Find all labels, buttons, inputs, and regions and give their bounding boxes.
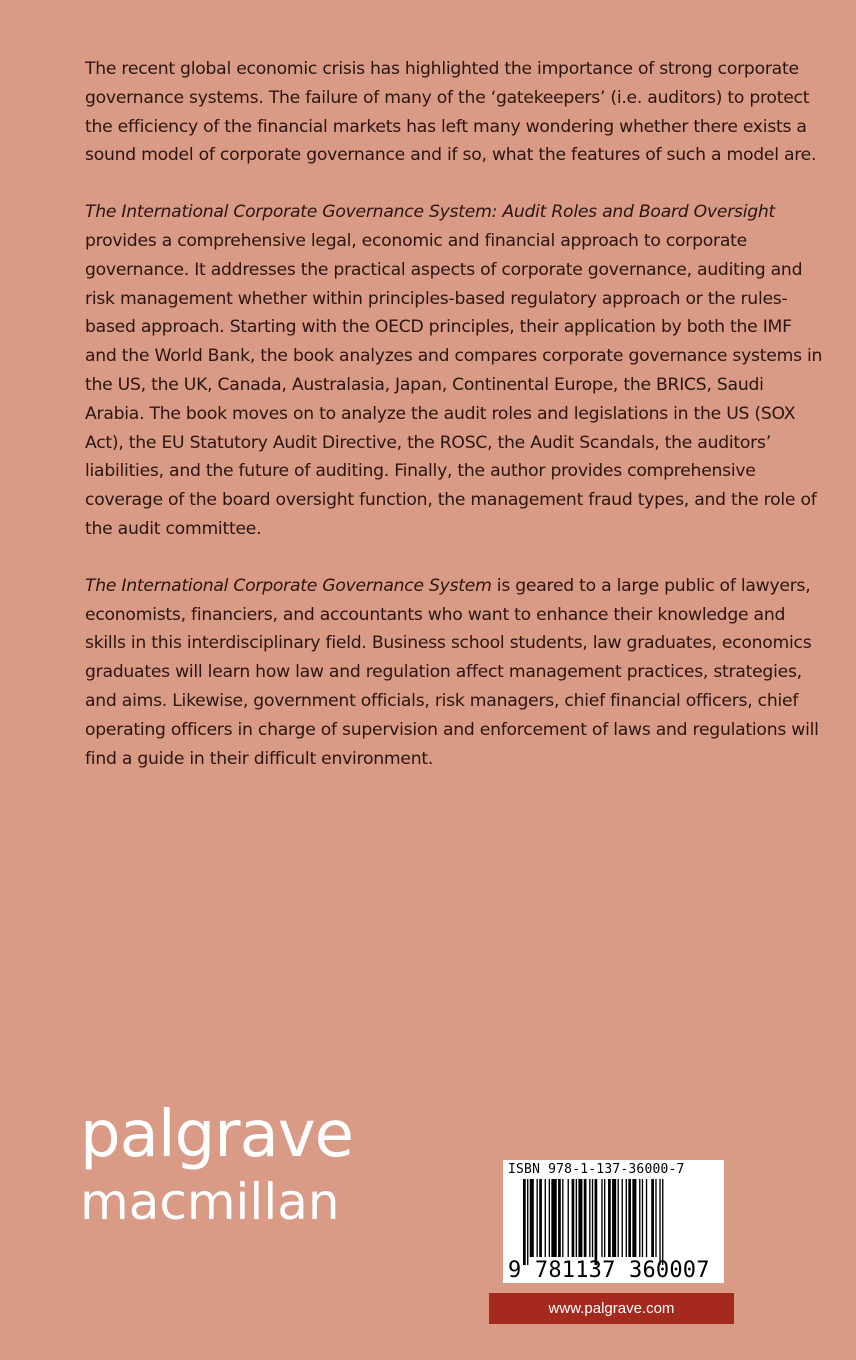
barcode-bar [527,1179,528,1265]
barcode-bar [659,1179,660,1265]
blurb-paragraph-3 [85,572,825,774]
barcode-bar [530,1179,534,1257]
barcode-bar [572,1179,575,1257]
blurb-p3-text: is geared to a large public of lawyers, economists, financiers, and accountants who want to enhance their knowledge and skills in this interdisciplinary field. Business school students, law graduates, economics graduates will learn how law and regulation affect management practices, strategies, and aims. Likewise, government officials, risk managers, chief financial officers, chief operating officers in charge of supervision and enforcement of laws and regulations will find a guide in their difficult environment. [85,575,819,769]
blurb-p1-text: The recent global economic crisis has highlighted the importance of strong corporate governance systems. The failure of many of the ‘gatekeepers’ (i.e. auditors) to protect the efficiency of the financial markets has left many wondering whether there exists a sound model of corporate governance and if so, what the features of such a model are. [85,59,817,166]
barcode-bar [595,1179,598,1265]
barcode-bar [576,1179,577,1257]
barcode-bar [628,1179,631,1257]
barcode-bar [562,1179,563,1257]
barcode-bar [537,1179,538,1257]
barcode-bar [655,1179,656,1257]
barcode-bar [639,1179,640,1257]
publisher-url-bar [489,1293,734,1324]
barcode-bar [604,1179,605,1257]
barcode-bar [626,1179,627,1257]
isbn-label: ISBN 978-1-137-36000-7 [508,1162,685,1177]
isbn-barcode [503,1160,724,1283]
book-title-italic: The International Corporate Governance System: Audit Roles and Board Oversight [85,202,776,223]
barcode-bar [523,1179,526,1265]
barcode-bar [545,1179,546,1257]
barcode-bar [601,1179,602,1257]
barcode-bar [584,1179,587,1257]
barcode-bar [608,1179,611,1257]
barcode-bar [592,1179,593,1257]
barcode-bar [632,1179,636,1257]
barcode-bar [589,1179,590,1257]
barcode-bar [568,1179,569,1257]
barcode-bar [651,1179,654,1257]
barcode-bar [646,1179,647,1257]
barcode-bar [558,1179,561,1257]
barcode-bar [551,1179,556,1257]
logo-line-macmillan: macmillan [80,1173,340,1231]
blurb-paragraph-2 [85,198,825,544]
barcode-bar [578,1179,582,1257]
logo-line-palgrave: palgrave [80,1098,354,1172]
barcode-bar [539,1179,542,1257]
barcode-digits: 9 781137 360007 [508,1258,710,1283]
barcode-bar [662,1179,663,1265]
barcode-bar [622,1179,623,1257]
publisher-url: www.palgrave.com [548,1300,675,1317]
book-title-short-italic: The International Corporate Governance System [85,575,492,596]
publisher-logo [80,1100,353,1230]
barcode-bar [642,1179,643,1257]
blurb-paragraph-1 [85,55,825,170]
barcode-bar [549,1179,550,1257]
blurb-p2-text: provides a comprehensive legal, economic and financial approach to corporate governance. It addresses the practical aspects of corporate governance, auditing and risk management whether within principles-based regulatory approach or the rules-based approach. Starting with the OECD principles, their application by both the IMF and the World Bank, the book analyzes and compares corporate governance systems in the US, the UK, Canada, Australasia, Japan, Continental Europe, the BRICS, Saudi Arabia. The book moves on to analyze the audit roles and legislations in the US (SOX Act), the EU Statutory Audit Directive, the ROSC, the Audit Scandals, the auditors’ liabilities, and the future of auditing. Finally, the author provides comprehensive coverage of the board oversight function, the management fraud types, and the role of the audit committee. [85,230,823,539]
barcode-bar [612,1179,616,1257]
barcode-bar [618,1179,619,1257]
back-cover-blurb [85,55,825,801]
